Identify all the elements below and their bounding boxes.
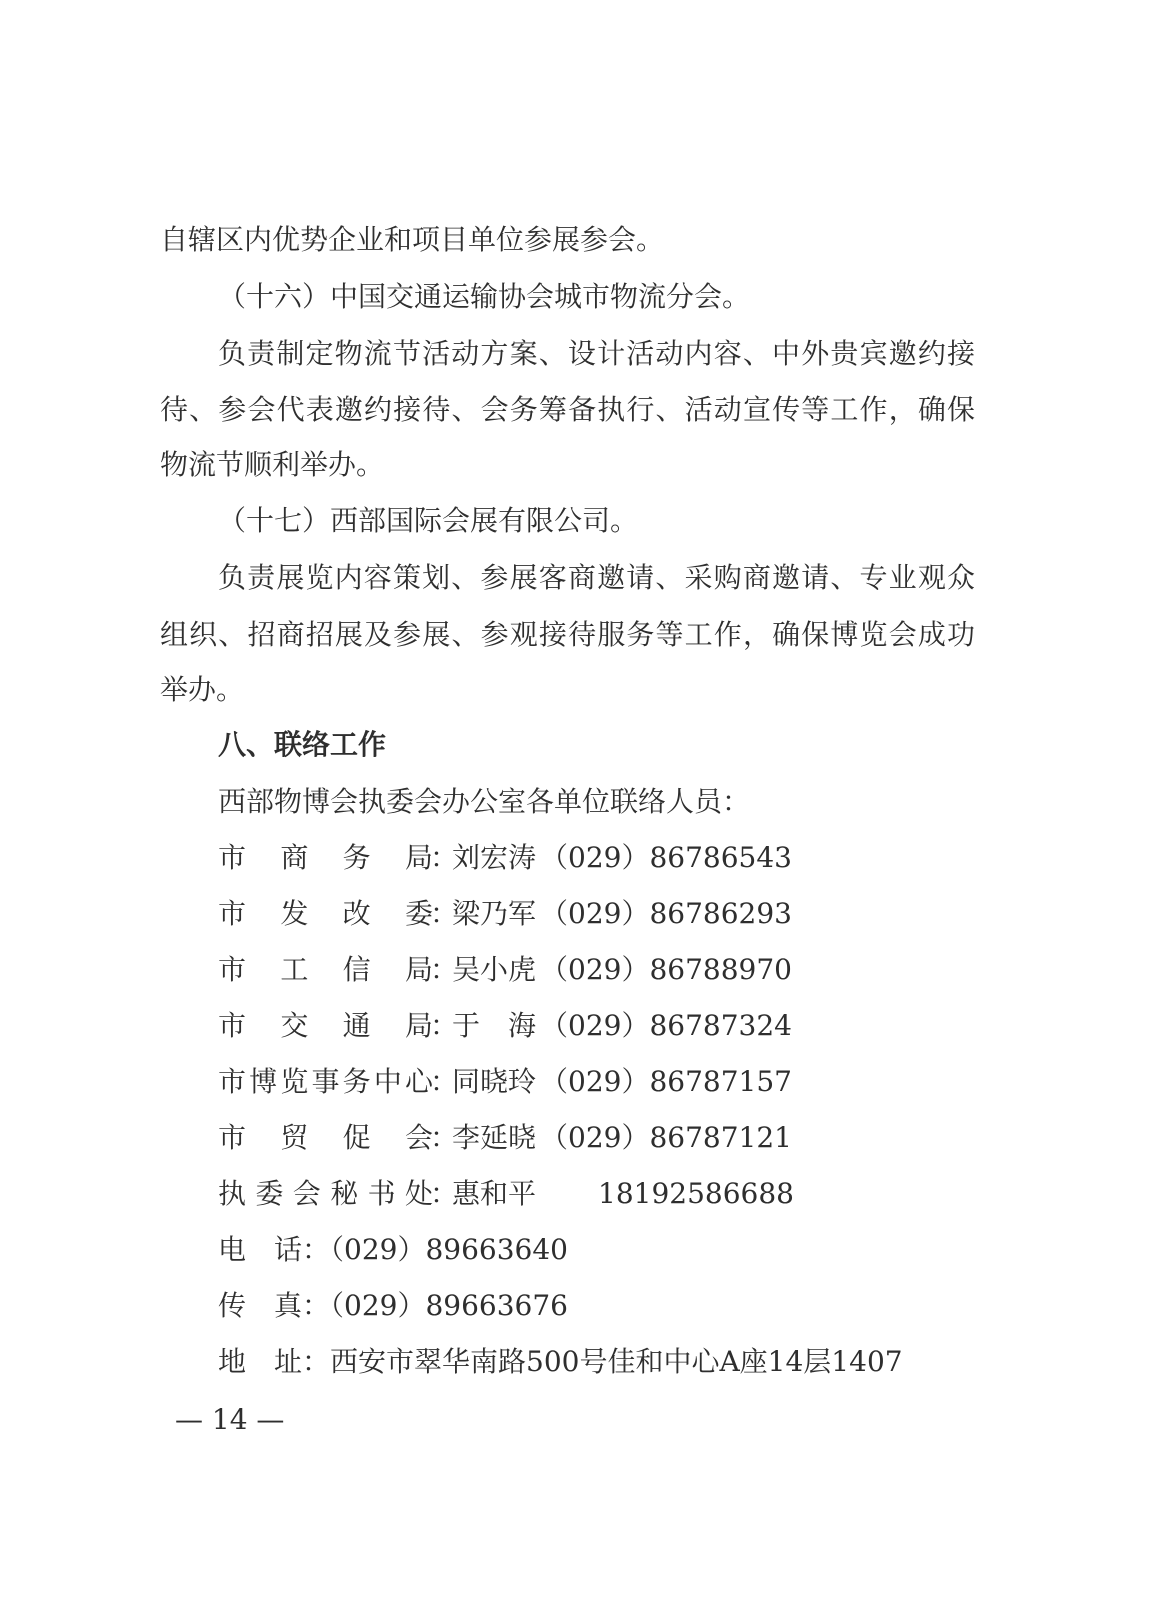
office-fax	[218, 1288, 568, 1324]
contact-unit: 市贸促会	[218, 1121, 433, 1154]
contact-name: 同晓玲	[452, 1065, 537, 1098]
office-tel	[218, 1232, 568, 1268]
colon: ：	[430, 1009, 459, 1042]
address-label: 地 址：	[218, 1345, 331, 1378]
fax-value: （029）89663676	[330, 1289, 568, 1322]
contact-phone: （029）86786293	[540, 897, 792, 930]
address-value: 西安市翠华南路500号佳和中心A座14层1407	[330, 1345, 903, 1378]
paragraph-line: （十七）西部国际会展有限公司。	[218, 504, 639, 537]
contact-unit: 执委会秘书处	[218, 1177, 433, 1210]
paragraph-line: 自辖区内优势企业和项目单位参展参会。	[160, 223, 665, 256]
contact-phone: （029）86786543	[540, 841, 792, 874]
contact-unit: 市交通局	[218, 1009, 433, 1042]
contact-phone: （029）86787157	[540, 1065, 792, 1098]
fax-label: 传 真：	[218, 1289, 331, 1322]
colon: ：	[430, 841, 459, 874]
paragraph-line: 举办。	[160, 673, 245, 706]
colon: ：	[430, 1121, 459, 1154]
tel-label: 电 话：	[218, 1233, 331, 1266]
contact-name: 于海	[452, 1009, 536, 1042]
contact-name: 吴小虎	[452, 953, 537, 986]
paragraph-line: 负责展览内容策划、参展客商邀请、采购商邀请、专业观众	[218, 561, 975, 594]
colon: ：	[430, 953, 459, 986]
contact-name: 惠和平	[452, 1177, 537, 1210]
contact-unit: 市发改委	[218, 897, 433, 930]
contact-name: 梁乃军	[452, 897, 537, 930]
colon: ：	[430, 1177, 459, 1210]
contact-unit: 市博览事务中心	[218, 1065, 433, 1098]
paragraph-line: （十六）中国交通运输协会城市物流分会。	[218, 280, 751, 313]
paragraph-line: 组织、招商招展及参展、参观接待服务等工作，确保博览会成功	[160, 618, 975, 651]
tel-value: （029）89663640	[330, 1233, 568, 1266]
colon: ：	[430, 897, 459, 930]
office-address	[218, 1344, 903, 1380]
contact-unit: 市商务局	[218, 841, 433, 874]
contact-phone: （029）86787324	[540, 1009, 792, 1042]
colon: ：	[430, 1065, 459, 1098]
contact-phone: 18192586688	[598, 1177, 794, 1210]
contact-phone: （029）86787121	[540, 1121, 792, 1154]
paragraph-line: 待、参会代表邀约接待、会务筹备执行、活动宣传等工作，确保	[160, 393, 975, 426]
contact-name: 刘宏涛	[452, 841, 537, 874]
section-heading: 八、联络工作	[218, 728, 387, 761]
page-number: — 14 —	[175, 1403, 285, 1436]
contact-name: 李延晓	[452, 1121, 537, 1154]
paragraph-line: 负责制定物流节活动方案、设计活动内容、中外贵宾邀约接	[218, 337, 975, 370]
paragraph-line: 物流节顺利举办。	[160, 448, 385, 481]
contact-phone: （029）86788970	[540, 953, 792, 986]
contact-unit: 市工信局	[218, 953, 433, 986]
paragraph-line: 西部物博会执委会办公室各单位联络人员：	[218, 785, 751, 818]
